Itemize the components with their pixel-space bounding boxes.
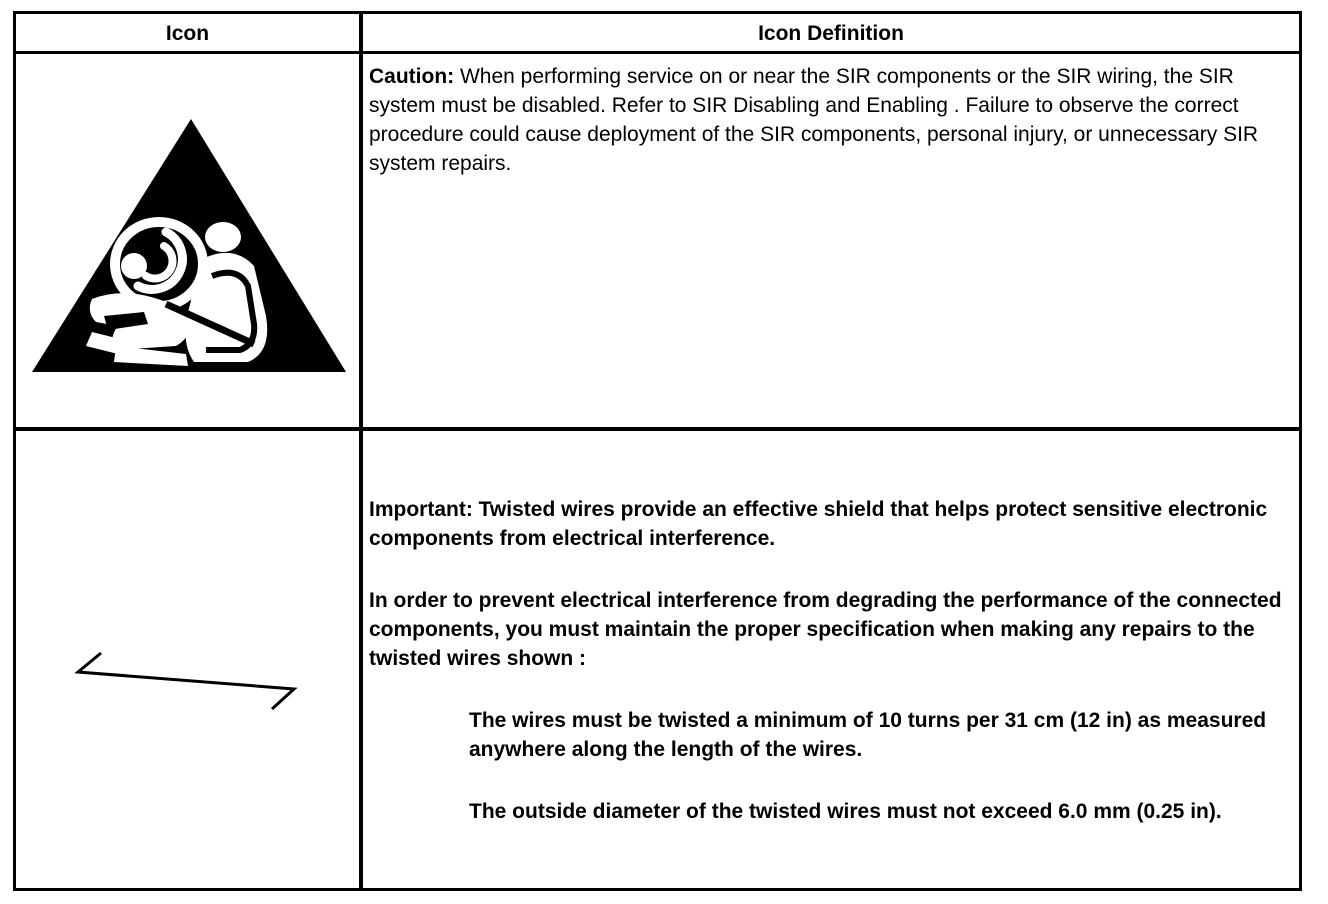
twisted-wire-definition: [369, 495, 1299, 826]
icon-definition-table: [13, 11, 1302, 891]
table-row-icon-cell: [16, 431, 359, 891]
header-icon-definition: Icon Definition: [758, 22, 904, 45]
caution-label: Caution:: [369, 65, 455, 88]
important-paragraph: In order to prevent electrical interference from degrading the performance of the connected components, you must maintain the proper specification when making any repairs to the twisted wires shown :: [369, 589, 1282, 670]
twisted-wire-icon: [16, 431, 359, 891]
important-intro: Important: Twisted wires provide an effective shield that helps protect sensitive electronic components from electrical interference.: [369, 498, 1268, 550]
sir-airbag-warning-triangle-icon: [16, 54, 359, 427]
spec-turns: The wires must be twisted a minimum of 10 turns per 31 cm (12 in) as measured anywhere along the length of the wires.: [469, 709, 1267, 761]
table-row-icon-cell: [16, 54, 359, 427]
column-divider: [359, 14, 363, 888]
caution-text: When performing service on or near the SIR components or the SIR wiring, the SIR system must be disabled. Refer to SIR Disabling and Enabling . Failure to observe the correct procedure could cause deployment of the SIR components, personal injury, or unnecessary SIR system repairs.: [369, 65, 1259, 175]
header-icon: Icon: [165, 22, 210, 45]
spec-diameter: The outside diameter of the twisted wires must not exceed 6.0 mm (0.25 in).: [469, 800, 1222, 823]
caution-definition: [369, 62, 1299, 178]
